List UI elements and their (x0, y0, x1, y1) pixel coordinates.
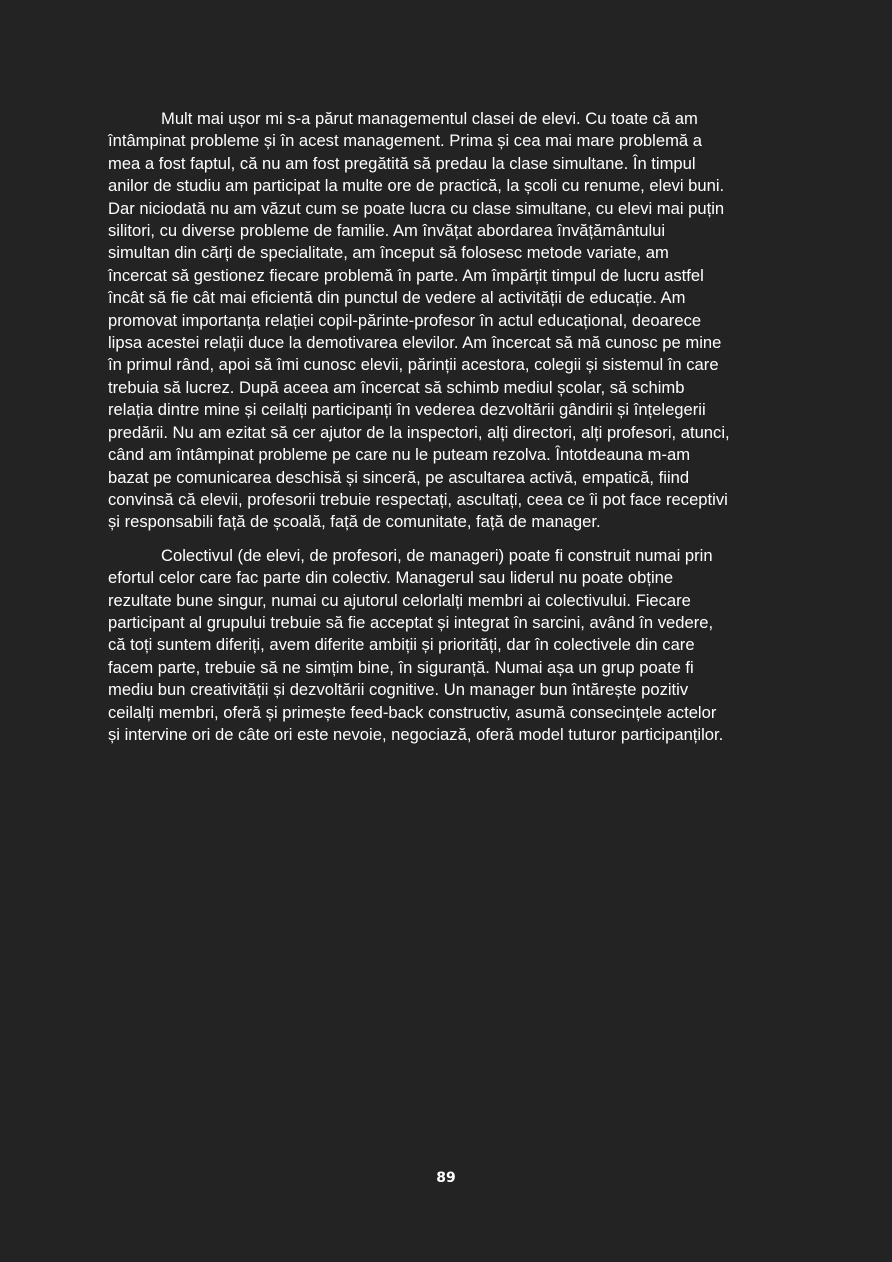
paragraph-line: bazat pe comunicarea deschisă și sinceră, pe ascultarea activă, empatică, fiind (108, 467, 690, 487)
paragraph-line: întâmpinat probleme și în acest management. Prima și cea mai mare problemă a (108, 131, 702, 151)
paragraph-line: lipsa acestei relații duce la demotivarea elevilor. Am încercat să mă cunosc pe mine (108, 333, 722, 353)
paragraph-line: Colectivul (de elevi, de profesori, de manageri) poate fi construit numai prin (161, 545, 713, 565)
paragraph-line: promovat importanța relației copil-părinte-profesor în actul educațional, deoarece (108, 310, 702, 330)
paragraph-line: rezultate bune singur, numai cu ajutorul celorlalți membri ai colectivului. Fiecare (108, 590, 691, 610)
paragraph-line: în primul rând, apoi să îmi cunosc elevii, părinții acestora, colegii și sistemul în care (108, 355, 719, 375)
paragraph-line: silitori, cu diverse probleme de familie. Am învățat abordarea învățământului (108, 221, 666, 241)
paragraph-spacer (108, 534, 786, 545)
paragraph-line: ceilalți membri, oferă și primește feed-back constructiv, asumă consecințele actelor (108, 702, 717, 722)
paragraph-line: anilor de studiu am participat la multe ore de practică, la școli cu renume, elevi buni. (108, 176, 725, 196)
paragraph-line: când am întâmpinat probleme pe care nu le puteam rezolva. Întotdeauna m-am (108, 445, 691, 465)
paragraph-line: și responsabili față de școală, față de comunitate, față de manager. (108, 512, 601, 532)
paragraph-line: trebuia să lucrez. După aceea am încercat să schimb mediul școlar, să schimb (108, 377, 685, 397)
paragraph-line: că toți suntem diferiți, avem diferite ambiții și priorități, dar în colectivele din care (108, 635, 695, 655)
paragraph-line: încercat să gestionez fiecare problemă în parte. Am împărțit timpul de lucru astfel (108, 265, 704, 285)
paragraph-line: participant al grupului trebuie să fie acceptat și integrat în sarcini, având în vedere, (108, 612, 714, 632)
body-text (108, 108, 786, 746)
paragraph-2 (108, 545, 786, 747)
paragraph-line: Dar niciodată nu am văzut cum se poate lucra cu clase simultane, cu elevi mai puțin (108, 198, 725, 218)
paragraph-line: simultan din cărți de specialitate, am început să folosesc metode variate, am (108, 243, 669, 263)
paragraph-line: convinsă că elevii, profesorii trebuie respectați, ascultați, ceea ce îi pot face receptivi (108, 489, 728, 509)
paragraph-line: încât să fie cât mai eficientă din punctul de vedere al activității de educație. Am (108, 288, 686, 308)
page-number: 89 (436, 1170, 456, 1186)
paragraph-line: relația dintre mine și ceilalți participanți în vederea dezvoltării gândirii și înțelegerii (108, 400, 706, 420)
paragraph-line: Mult mai ușor mi s-a părut managementul clasei de elevi. Cu toate că am (161, 109, 698, 128)
paragraph-line: predării. Nu am ezitat să cer ajutor de la inspectori, alți directori, alți profesori, atunci, (108, 422, 730, 442)
paragraph-line: mediu bun creativității și dezvoltării cognitive. Un manager bun întărește pozitiv (108, 680, 689, 700)
paragraph-line: și intervine ori de câte ori este nevoie, negociază, oferă model tuturor participanților. (108, 724, 724, 744)
paragraph-line: efortul celor care fac parte din colectiv. Managerul sau liderul nu poate obține (108, 568, 674, 588)
paragraph-line: facem parte, trebuie să ne simțim bine, în siguranță. Numai așa un grup poate fi (108, 657, 694, 677)
paragraph-line: mea a fost faptul, că nu am fost pregătită să predau la clase simultane. În timpul (108, 153, 696, 173)
paragraph-1 (108, 108, 786, 534)
